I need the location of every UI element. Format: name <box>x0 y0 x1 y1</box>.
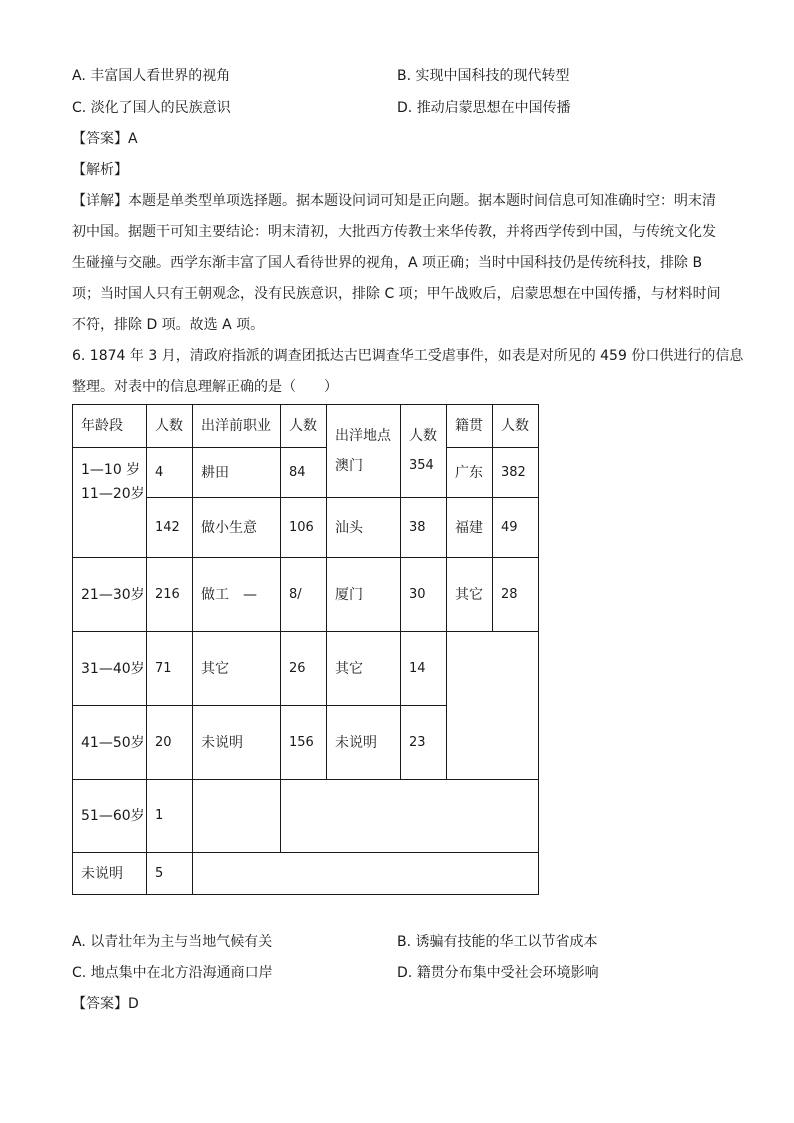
origin-count: 28 <box>493 558 539 632</box>
place-count: 30 <box>401 558 447 632</box>
age-count: 71 <box>147 632 193 706</box>
answer-value: D <box>128 996 139 1012</box>
option-text: 籍贯分布集中受社会环境影响 <box>416 965 599 981</box>
detail-line: 生碰撞与交融。西学东渐丰富了国人看待世界的视角，A 项正确；当时中国科技仍是传统科技，排除 B <box>72 255 703 271</box>
age-cell <box>73 448 147 558</box>
header-cell: 人数 <box>409 428 437 444</box>
header-cell: 出洋地点 <box>335 428 391 444</box>
option-text: 地点集中在北方沿海通商口岸 <box>90 965 273 981</box>
option-a[interactable] <box>72 932 272 952</box>
place-count: 23 <box>401 706 447 780</box>
header-cell: 籍贯 <box>447 405 493 448</box>
age-count: 142 <box>147 498 193 558</box>
option-letter: C. <box>72 965 87 981</box>
option-letter: C. <box>72 100 87 116</box>
table-row <box>73 780 539 853</box>
option-text: 实现中国科技的现代转型 <box>415 68 570 84</box>
table-row <box>73 632 539 706</box>
option-a[interactable] <box>72 66 230 86</box>
option-d[interactable] <box>397 98 571 118</box>
answer-line <box>72 994 139 1014</box>
option-text: 丰富国人看世界的视角 <box>90 68 231 84</box>
place-count: 14 <box>401 632 447 706</box>
occupation-count: 106 <box>281 498 327 558</box>
answer-label: 【答案】 <box>72 996 128 1012</box>
analysis-label: 【解析】 <box>72 162 128 178</box>
occupation-label: 未说明 <box>193 706 281 780</box>
option-letter: A. <box>72 68 86 84</box>
option-b[interactable] <box>397 66 570 86</box>
detail-paragraph <box>72 186 722 341</box>
occupation-count: 26 <box>281 632 327 706</box>
occupation-count: 84 <box>281 448 327 498</box>
option-text: 诱骗有技能的华工以节省成本 <box>415 934 598 950</box>
stem-line: 6. 1874 年 3 月，清政府指派的调查团抵达古巴调查华工受虐事件，如表是对所见的 459 份口供进行的信息 <box>72 348 744 364</box>
option-b[interactable] <box>397 932 598 952</box>
origin-count: 382 <box>493 448 539 498</box>
occupation-count: 156 <box>281 706 327 780</box>
place-label: 其它 <box>327 632 401 706</box>
detail-line: 初中国。据题干可知主要结论：明末清初，大批西方传教士来华传教，并将西学传到中国，与传统文化发 <box>72 224 716 240</box>
question-stem <box>72 341 744 403</box>
age-label: 21—30岁 <box>73 558 147 632</box>
option-letter: D. <box>397 100 413 116</box>
empty-cell <box>193 853 539 895</box>
occupation-label: 做工 — <box>193 558 281 632</box>
age-label: 31—40岁 <box>73 632 147 706</box>
age-count: 1 <box>147 780 193 853</box>
age-count: 216 <box>147 558 193 632</box>
origin-count: 49 <box>493 498 539 558</box>
detail-line: 【详解】本题是单类型单项选择题。据本题设问词可知是正向题。据本题时间信息可知准确时空：明末清 <box>72 193 716 209</box>
place-count-header-cell <box>401 405 447 498</box>
table-row <box>73 558 539 632</box>
place-label: 汕头 <box>327 498 401 558</box>
place-label: 厦门 <box>327 558 401 632</box>
age-count: 4 <box>147 448 193 498</box>
header-cell: 出洋前职业 <box>193 405 281 448</box>
place-count: 38 <box>401 498 447 558</box>
empty-cell <box>193 780 281 853</box>
age-count: 5 <box>147 853 193 895</box>
option-letter: D. <box>397 965 413 981</box>
header-cell: 年龄段 <box>73 405 147 448</box>
option-c[interactable] <box>72 98 231 118</box>
origin-label: 广东 <box>447 448 493 498</box>
occupation-label: 耕田 <box>193 448 281 498</box>
origin-label: 其它 <box>447 558 493 632</box>
age-label: 51—60岁 <box>73 780 147 853</box>
occupation-count: 8/ <box>281 558 327 632</box>
table-row <box>73 853 539 895</box>
option-letter: A. <box>72 934 86 950</box>
place-label: 未说明 <box>327 706 401 780</box>
option-text: 以青壮年为主与当地气候有关 <box>90 934 273 950</box>
table-row <box>73 448 539 498</box>
answer-value: A <box>128 131 138 147</box>
info-table <box>72 404 539 895</box>
option-text: 推动启蒙思想在中国传播 <box>416 100 571 116</box>
option-letter: B. <box>397 68 412 84</box>
occupation-label: 其它 <box>193 632 281 706</box>
empty-cell <box>281 780 539 853</box>
option-c[interactable] <box>72 963 273 983</box>
header-cell: 人数 <box>281 405 327 448</box>
option-d[interactable] <box>397 963 599 983</box>
answer-label: 【答案】 <box>72 131 128 147</box>
stem-line: 整理。对表中的信息理解正确的是（ ） <box>72 379 338 395</box>
origin-label: 福建 <box>447 498 493 558</box>
place-count: 354 <box>409 458 434 473</box>
option-text: 淡化了国人的民族意识 <box>90 100 231 116</box>
empty-cell <box>447 632 539 780</box>
age-label: 1—10 岁 <box>81 462 141 478</box>
header-cell: 人数 <box>147 405 193 448</box>
place-header-cell <box>327 405 401 498</box>
table-header-row <box>73 405 539 448</box>
age-count: 20 <box>147 706 193 780</box>
header-cell: 人数 <box>493 405 539 448</box>
detail-line: 项；当时国人只有王朝观念，没有民族意识，排除 C 项；甲午战败后，启蒙思想在中国传播，与材料时间 <box>72 286 721 302</box>
answer-line <box>72 129 138 149</box>
place-label: 澳门 <box>335 458 363 474</box>
detail-line: 不符，排除 D 项。故选 A 项。 <box>72 317 265 333</box>
age-label: 未说明 <box>73 853 147 895</box>
option-letter: B. <box>397 934 412 950</box>
age-label: 41—50岁 <box>73 706 147 780</box>
age-label: 11—20岁 <box>81 486 145 502</box>
occupation-label: 做小生意 <box>193 498 281 558</box>
